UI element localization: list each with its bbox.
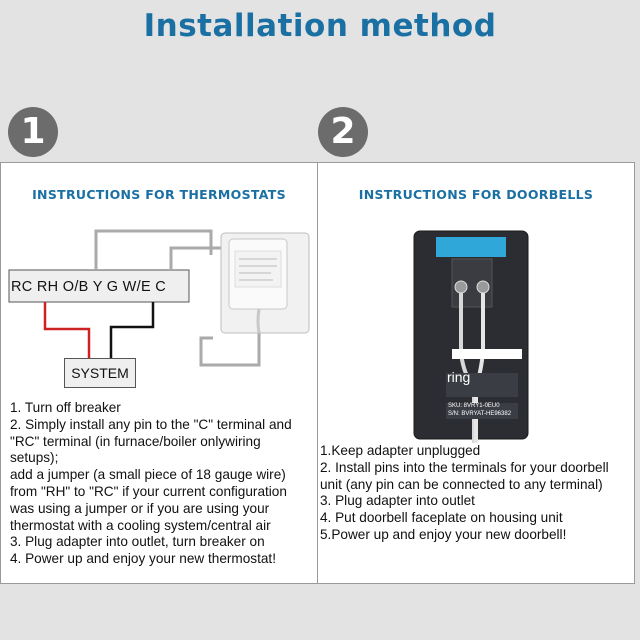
page-title: Installation method (143, 8, 497, 44)
terminal-screw-right (477, 281, 489, 293)
step-number-1-badge: 1 (8, 107, 58, 157)
doorbell-step-3: 3. Plug adapter into outlet (320, 493, 475, 509)
doorbell-step-1: 1.Keep adapter unplugged (320, 443, 481, 458)
red-wire (45, 302, 89, 358)
thermostat-step-4: 4. Power up and enjoy your new thermostat! (10, 551, 276, 567)
terminal-screw-left (455, 281, 467, 293)
doorbell-instructions (320, 443, 632, 544)
doorbell-step-5: 5.Power up and enjoy your new doorbell! (320, 526, 567, 542)
thermostat-step-2: 2. Simply install any pin to the "C" terminal and "RC" terminal (in furnace/boiler onlywiring setups); (10, 416, 296, 466)
system-box: SYSTEM (64, 358, 136, 388)
thermostat-heading: INSTRUCTIONS FOR THERMOSTATS (32, 187, 286, 202)
ring-brand-text: ring (447, 369, 471, 385)
doorbell-step-2: 2. Install pins into the terminals for your doorbell unit (any pin can be connected to any terminal) (320, 459, 613, 492)
step-number-2-badge: 2 (318, 107, 368, 157)
grey-wire-c (171, 248, 221, 270)
doorbell-step-4: 4. Put doorbell faceplate on housing unit (320, 510, 563, 526)
doorbell-device-image (318, 163, 635, 443)
black-wire (111, 302, 153, 358)
power-adapter-image (221, 233, 309, 333)
thermostat-wiring-diagram (1, 163, 318, 393)
thermostat-step-2-jumper: add a jumper (a small piece of 18 gauge wire) from "RH" to "RC" if your current configuration was using a jumper or if you are using your thermostat with a cooling system/central air (10, 467, 291, 533)
doorbell-sn-text: S/N: BVRYAT-HE96382 (448, 411, 512, 417)
doorbell-heading: INSTRUCTIONS FOR DOORBELLS (358, 187, 594, 202)
thermostat-step-1: 1. Turn off breaker (10, 400, 121, 415)
terminal-labels: RC RH O/B Y G W/E C (11, 279, 167, 295)
thermostat-step-3: 3. Plug adapter into outlet, turn breaker on (10, 534, 265, 550)
grey-wire-upper (96, 231, 211, 270)
barcode-sticker-left (452, 349, 504, 359)
barcode-sticker-right (504, 349, 522, 359)
thermostat-panel (0, 162, 318, 584)
thermostat-instructions (10, 400, 310, 568)
doorbell-panel (317, 162, 635, 584)
doorbell-blue-label (436, 237, 506, 257)
doorbell-sku-text: SKU: 8VRY1-0EU0 (448, 403, 500, 409)
